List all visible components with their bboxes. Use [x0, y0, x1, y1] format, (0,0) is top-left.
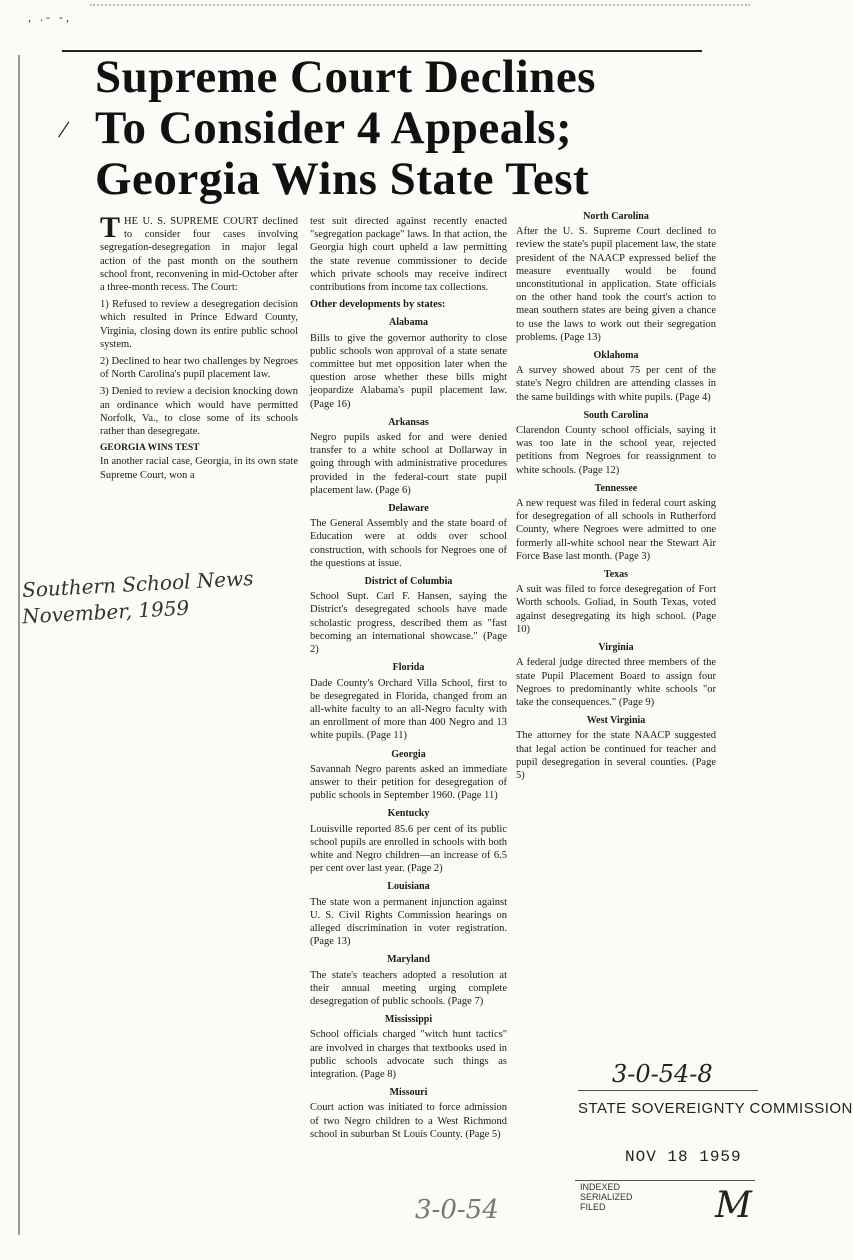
state-text: A survey showed about 75 per cent of the state's Negro children are attending classes in the same buildings with white pupils. (Page 4)	[516, 365, 716, 403]
headline-line-2: To Consider 4 Appeals;	[95, 102, 573, 154]
state-heading: District of Columbia	[364, 576, 453, 588]
point-2: 2) Declined to hear two challenges by Negroes of North Carolina's pupil placement law.	[100, 356, 298, 381]
state-heading: Mississippi	[384, 1014, 433, 1026]
handwritten-source: Southern School News	[21, 565, 254, 603]
handwritten-date: November, 1959	[21, 595, 190, 629]
state-text: Dade County's Orchard Villa School, first to be desegregated in Florida, changed from an all-white faculty to an all-Negro faculty with an enrollment of more than 400 Negro and 13 white pupils. (Page 11)	[310, 677, 507, 742]
state-heading: Tennessee	[594, 482, 638, 494]
stamp-date: NOV 18 1959	[625, 1148, 742, 1166]
state-heading: Oklahoma	[593, 350, 639, 362]
state-text: School Supt. Carl F. Hansen, saying the District's desegregated schools have made scholastic progress, described them as "fast becoming an international showcase." (Page 2)	[310, 591, 507, 656]
state-text: After the U. S. Supreme Court declined to review the state's pupil placement law, the state president of the NAACP expressed belief the measure eventually would be found unconstitutional in application. State officials on the other hand took the court's action to mean southern states are being given a chance to use the laws to work out their segregation problems. (Page 13)	[516, 226, 716, 343]
left-margin-rule	[18, 55, 20, 1235]
stamp-label-filed: FILED	[580, 1202, 606, 1212]
state-heading: South Carolina	[583, 409, 649, 421]
point-3: 3) Denied to review a decision knocking down an ordinance which would have permitted Norfolk, Va., to close some of its schools rather than desegregate.	[100, 386, 298, 438]
stamp-rule	[578, 1090, 758, 1091]
state-heading: Maryland	[387, 954, 430, 966]
state-heading: Arkansas	[388, 416, 429, 428]
state-text: A federal judge directed three members of the state Pupil Placement Board to assign four Negroes to predominantly white schools "or take the consequences." (Page 9)	[516, 657, 716, 708]
state-text: The state's teachers adopted a resolution at their annual meeting urging complete desegregation of public schools. (Page 7)	[310, 969, 507, 1007]
headline	[95, 52, 715, 205]
point-1: 1) Refused to review a desegregation decision which resulted in Prince Edward County, Virginia, closing down its entire public school system.	[100, 299, 298, 350]
state-text: Court action was initiated to force admission of two Negro children to a West Richmond school in suburban St Louis County. (Page 5)	[310, 1102, 507, 1140]
article-column-3	[516, 205, 716, 786]
corner-marks: , .- -,	[28, 10, 72, 24]
state-text: School officials charged "witch hunt tactics" are involved in charges that textbooks used in public schools advocate such things as integration. (Page 8)	[310, 1029, 507, 1080]
drop-cap: T	[100, 211, 121, 244]
headline-line-1: Supreme Court Declines	[95, 51, 596, 103]
georgia-paragraph: In another racial case, Georgia, in its own state Supreme Court, won a	[100, 456, 298, 481]
state-text: The attorney for the state NAACP suggested that legal action be continued for teacher and pupil desegregation in several counties. (Page 5)	[516, 730, 716, 781]
stamp-label-serialized: SERIALIZED	[580, 1192, 633, 1202]
state-text: The General Assembly and the state board of Education were at odds over school construction, with schools for Negroes one of the questions at issue.	[310, 518, 507, 569]
top-dotted-border	[90, 4, 750, 8]
state-heading: West Virginia	[586, 715, 646, 727]
state-text: Negro pupils asked for and were denied transfer to a white school at Dollarway in going through with administrative procedures provided in the federal-court state pupil placement law. (Page 6)	[310, 432, 507, 496]
article-column-2	[310, 215, 507, 1145]
article-column-1	[100, 211, 298, 486]
state-text: A suit was filed to force desegregation of Fort Worth schools. Goliad, in South Texas, voted against desegregating its high school. (Page 10)	[516, 584, 716, 635]
stamp-label-indexed: INDEXED	[580, 1182, 621, 1192]
col2-intro: test suit directed against recently enacted "segregation package" laws. In that action, the Georgia high court upheld a law permitting the state revenue commissioner to decide which private schools may receive indirect contributions from income tax collections.	[310, 216, 507, 294]
headline-line-3: Georgia Wins State Test	[95, 153, 590, 205]
col2-developments: Other developments by states:	[310, 299, 446, 311]
lead-paragraph	[100, 211, 298, 294]
stamp-file-number: 3-0-54-8	[612, 1060, 713, 1088]
state-text: Bills to give the governor authority to close public schools won approval of a state senate committee but met opposition later when the question arose whether these bills might jeopardize Alabama's pupil placement law. (Page 16)	[310, 332, 507, 410]
state-text: Louisville reported 85.6 per cent of its public school pupils are enrolled in schools with both white and Negro children—an increase of 6.5 per cent over last year. (Page 2)	[310, 823, 507, 875]
state-text: A new request was filed in federal court asking for desegregation of all schools in Rutherford County, where Negroes were admitted to one formerly all-white school near the Stewart Air Force Base last month. (Page 3)	[516, 498, 716, 562]
state-heading: Louisiana	[387, 881, 430, 893]
state-heading: Virginia	[598, 642, 634, 654]
state-text: The state won a permanent injunction against U. S. Civil Rights Commission hearings on alleged discrimination in voter registration. (Page 13)	[310, 896, 507, 948]
state-heading: Kentucky	[387, 808, 430, 820]
stamp-initial: M	[715, 1185, 752, 1226]
state-heading: Missouri	[389, 1087, 428, 1099]
checkmark-annotation: /	[56, 114, 71, 145]
state-heading: Florida	[392, 662, 425, 674]
lead-text: HE U. S. SUPREME COURT declined to consider four cases involving segregation-desegregation in major legal action of the past month on the southern school front, reconvening in mid-October after a three-month recess. The Court:	[100, 216, 298, 294]
subhead-georgia: GEORGIA WINS TEST	[100, 443, 200, 454]
state-heading: Georgia	[391, 748, 426, 760]
state-text: Savannah Negro parents asked an immediate answer to their petition for desegregation of public schools in September 1960. (Page 11)	[310, 763, 507, 802]
stamp-title: STATE SOVEREIGNTY COMMISSION	[578, 1100, 853, 1117]
state-heading: North Carolina	[583, 211, 649, 222]
state-text: Clarendon County school officials, saying it was too late in the school year, rejected petitions from Negroes for reassignment to white schools. (Page 12)	[516, 425, 716, 476]
state-heading: Alabama	[389, 317, 428, 329]
state-heading: Delaware	[388, 503, 429, 515]
state-heading: Texas	[603, 569, 629, 581]
stamp-labels	[580, 1182, 633, 1212]
handwritten-file-number: 3-0-54	[415, 1195, 499, 1225]
